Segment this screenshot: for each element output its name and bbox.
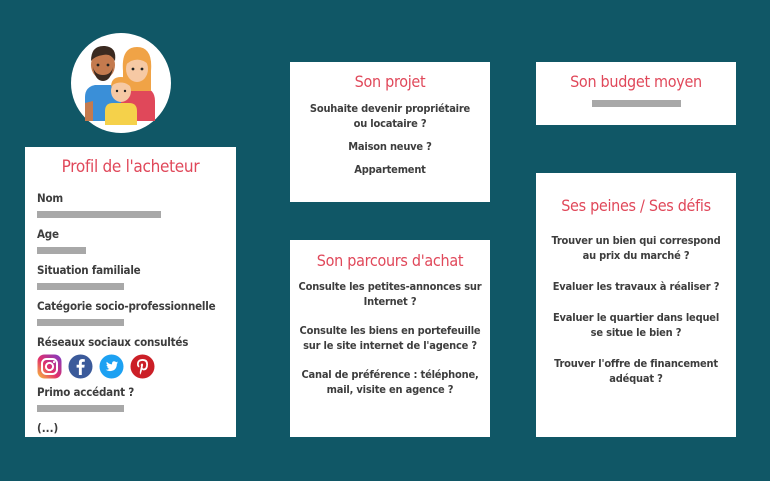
etc-text: (...) bbox=[37, 421, 59, 435]
purchase-journey-card bbox=[290, 240, 490, 437]
pain-item: Evaluer le quartier dans lequel se situe le bien ? bbox=[552, 311, 720, 339]
journey-title: Son parcours d'achat bbox=[316, 251, 464, 270]
placeholder-bar bbox=[592, 100, 681, 107]
social-icons bbox=[37, 354, 224, 379]
pain-item: Trouver un bien qui correspond au prix du marché ? bbox=[551, 234, 721, 262]
pain-item: Evaluer les travaux à réaliser ? bbox=[552, 280, 720, 293]
project-card bbox=[290, 62, 490, 202]
placeholder-bar bbox=[37, 405, 124, 412]
journey-item: Canal de préférence : téléphone, mail, visite en agence ? bbox=[301, 368, 479, 396]
family-avatar bbox=[71, 33, 171, 133]
project-title: Son projet bbox=[354, 72, 426, 91]
field-age bbox=[37, 227, 224, 254]
instagram-icon bbox=[37, 354, 62, 379]
placeholder-bar bbox=[37, 283, 124, 290]
budget-card bbox=[536, 62, 736, 125]
journey-item: Consulte les biens en portefeuille sur le site internet de l'agence ? bbox=[299, 324, 481, 352]
pains-challenges-card bbox=[536, 173, 736, 437]
project-item: Souhaite devenir propriétaire ou locataire ? bbox=[309, 102, 471, 130]
journey-item: Consulte les petites-annonces sur Internet ? bbox=[298, 280, 482, 308]
field-primo-accedant bbox=[37, 385, 224, 412]
field-situation-familiale bbox=[37, 263, 224, 290]
placeholder-bar bbox=[37, 319, 124, 326]
profile-title: Profil de l'acheteur bbox=[61, 157, 200, 177]
field-label: Catégorie socio-professionnelle bbox=[37, 299, 216, 313]
field-label: Primo accédant ? bbox=[37, 385, 135, 399]
placeholder-bar bbox=[37, 211, 161, 218]
field-label: Réseaux sociaux consultés bbox=[37, 335, 189, 349]
project-item: Maison neuve ? bbox=[348, 140, 432, 153]
budget-title: Son budget moyen bbox=[570, 72, 702, 91]
field-label: Age bbox=[37, 227, 59, 241]
pains-title: Ses peines / Ses défis bbox=[561, 196, 711, 215]
project-item: Appartement bbox=[354, 163, 426, 176]
field-label: Situation familiale bbox=[37, 263, 141, 277]
twitter-icon bbox=[99, 354, 124, 379]
family-icon bbox=[81, 41, 161, 125]
facebook-icon bbox=[68, 354, 93, 379]
field-label: Nom bbox=[37, 191, 63, 205]
placeholder-bar bbox=[37, 247, 86, 254]
field-categorie bbox=[37, 299, 224, 326]
pain-item: Trouver l'offre de financement adéquat ? bbox=[554, 357, 718, 385]
pinterest-icon bbox=[130, 354, 155, 379]
field-reseaux-sociaux bbox=[37, 335, 224, 349]
buyer-profile-card bbox=[25, 147, 236, 437]
field-nom bbox=[37, 191, 224, 218]
